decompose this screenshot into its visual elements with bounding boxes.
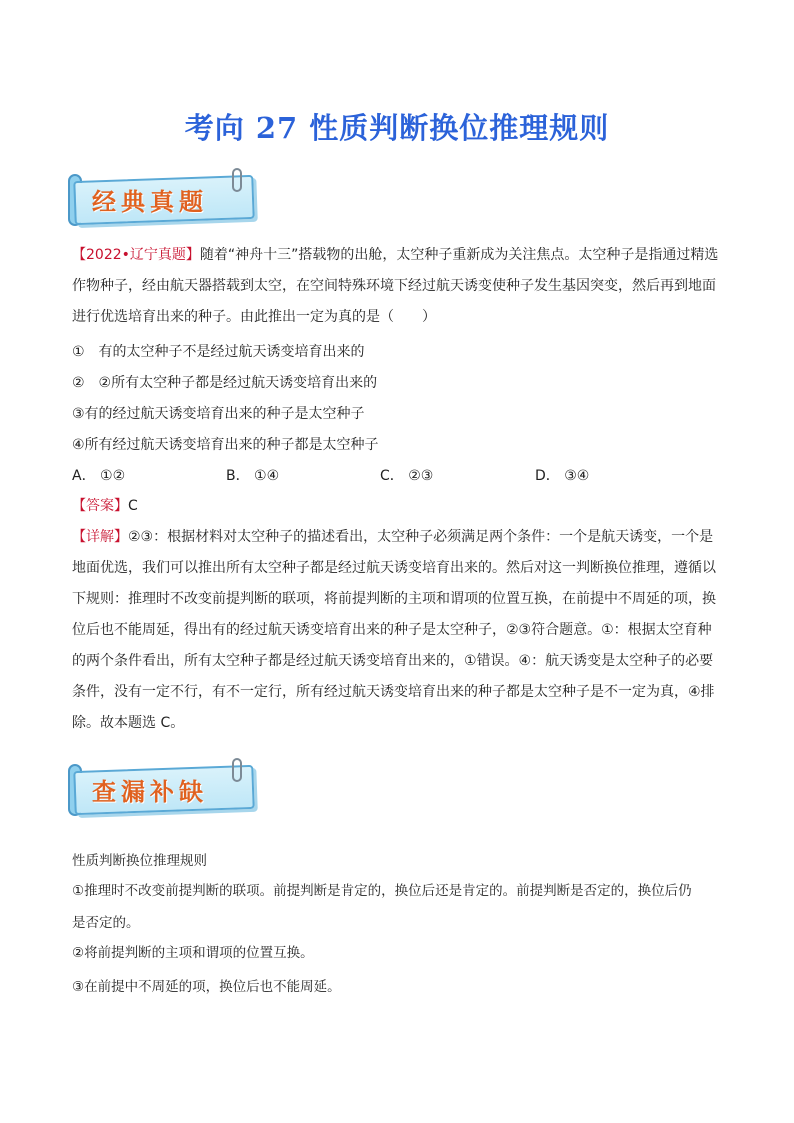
- rule-1: ①推理时不改变前提判断的联项。前提判断是肯定的，换位后还是肯定的。前提判断是否定的，换位后仍 是否定的。: [72, 883, 692, 931]
- explanation-line-5: 的两个条件看出，所有太空种子都是经过航天诱变培育出来的，①错误。④：航天诱变是太空种子的必要: [72, 653, 714, 669]
- explanation-line-4: 位后也不能周延，得出有的经过航天诱变培育出来的种子是太空种子，②③符合题意。①：根据太空育种: [72, 622, 712, 638]
- statement-2: ② ②所有太空种子都是经过航天诱变培育出来的: [72, 375, 378, 391]
- explanation-line-1: 【详解】②③：根据材料对太空种子的描述看出，太空种子必须满足两个条件：一个是航天诱变，一个是: [72, 529, 714, 545]
- explanation-label: 【详解】: [72, 529, 128, 545]
- explanation-line-3: 下规则：推理时不改变前提判断的联项，将前提判断的主项和谓项的位置互换，在前提中不周延的项，换: [72, 591, 716, 607]
- statement-3: ③有的经过航天诱变培育出来的种子是太空种子: [72, 406, 365, 422]
- rule-3: ③在前提中不周延的项，换位后也不能周延。: [72, 979, 341, 995]
- question-source: 【2022•辽宁真题】: [72, 247, 200, 263]
- question-line-2: 作物种子，经由航天器搭载到太空，在空间特殊环境下经过航天诱变使种子发生基因突变，然后再到地面: [72, 278, 716, 294]
- choice-c: C． ②③: [380, 468, 434, 484]
- review-banner: [68, 760, 260, 820]
- answer-label: 【答案】: [72, 498, 128, 514]
- question-line-3: 进行优选培育出来的种子。由此推出一定为真的是（ ）: [72, 309, 436, 325]
- statement-4: ④所有经过航天诱变培育出来的种子都是太空种子: [72, 437, 379, 453]
- question-line-1: 【2022•辽宁真题】随着“神舟十三”搭载物的出舱，太空种子重新成为关注焦点。太空种子是指通过精选: [72, 247, 719, 263]
- explanation: [72, 522, 724, 739]
- statement-1: ① 有的太空种子不是经过航天诱变培育出来的: [72, 344, 365, 360]
- choice-d: D． ③④: [535, 468, 590, 484]
- page-title: 考向 27 性质判断换位推理规则: [184, 111, 610, 145]
- explanation-line-6: 条件，没有一定不行，有不一定行，所有经过航天诱变培育出来的种子都是太空种子是不一定为真，④排: [72, 684, 715, 700]
- answer: [72, 495, 138, 517]
- answer-value: C: [128, 498, 138, 514]
- question-stem: [72, 240, 724, 333]
- rules-heading: 性质判断换位推理规则: [72, 853, 207, 869]
- classic-questions-banner: [68, 170, 260, 230]
- explanation-line-2: 地面优选，我们可以推出所有太空种子都是经过航天诱变培育出来的。然后对这一判断换位推理，遵循以: [72, 560, 716, 576]
- banner-label: 查漏补缺: [92, 777, 208, 806]
- explanation-line-7: 除。故本题选 C。: [72, 715, 185, 731]
- choice-a: A． ①②: [72, 468, 126, 484]
- banner-label: 经典真题: [92, 187, 208, 216]
- choice-b: B． ①④: [226, 468, 280, 484]
- rule-2: ②将前提判断的主项和谓项的位置互换。: [72, 945, 314, 961]
